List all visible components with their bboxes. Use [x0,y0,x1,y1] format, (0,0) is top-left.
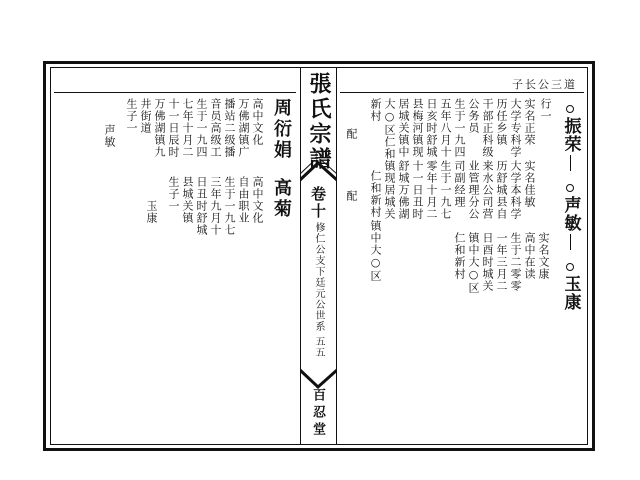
gen-circle-3 [566,263,574,271]
entry-col: 零年十月二 [425,160,438,220]
gen-dash-1 [570,155,571,171]
left-col-2: 高中文化 [251,176,264,224]
left-col-2: 县城关镇 [181,176,194,224]
entry-col: 五年八月十 [439,98,452,158]
entry-col: 日酉时城关 [481,232,494,292]
left-col-2: 日丑时舒城 [195,176,208,236]
entry-col: 历舒城县自 [495,160,508,220]
entry-col: 大学本科学 [509,160,522,220]
gen-name-2: 声敏 [560,196,581,232]
generation-chain [560,98,580,311]
left-col-2: 生子一 [167,176,180,212]
entry-col: 实名文康 [537,232,550,280]
entry-col: 居城关镇中 [397,98,410,158]
entry-col: 实名正荣 [523,98,536,146]
entry-col: 干部正科级 [481,98,494,158]
entry-col: 一年三月二 [495,232,508,292]
hall-name: 百忍堂 [310,388,325,439]
entry-col: 十一日丑时 [411,160,424,220]
left-col: 万佛湖镇广 [237,98,250,158]
person-name: 高菊 [271,178,292,220]
entry-col: 仁和新村 [453,232,466,280]
left-col: 七年十月二 [181,98,194,158]
genealogy-title: 張氏宗譜 [306,72,332,172]
branch-header: 子长公三道 [512,78,577,91]
entry-col: 大○区仁和 [383,98,396,160]
entry-col: 行一 [539,98,552,122]
entry-col: 生于一九七 [439,160,452,220]
entry-col: 历任乡镇 [495,98,508,146]
left-col: 生于一九四 [195,98,208,158]
gen-circle-1 [566,105,574,113]
entry-col: 生于二零零 [509,232,522,292]
left-col: 井街道 [139,98,152,134]
entry-col: 生于一九四 [453,98,466,158]
entry-col: 镇中大○区 [369,220,382,282]
entry-col: 业管理分公 [467,160,480,220]
entry-col: 司副经理 [453,160,466,208]
entry-col: 仁和新村 [369,170,382,218]
lineage-subtitle: 修仁公支下廷元公世系 五五 [313,222,324,359]
entry-col: 舒城万佛湖 [397,160,410,220]
entry-col: 来水公司营 [481,160,494,220]
spouse-label: 配 [345,190,358,202]
gen-name-3: 玉康 [560,275,581,311]
entry-col: 大学专科学 [509,98,522,158]
spouse-name-header: 周衍娟 [271,98,292,161]
left-col: 播站二级播 [223,98,236,158]
left-col: 万佛湖镇九 [153,98,166,158]
spine-chevron-top [300,160,337,182]
left-col-2: 三年九月十 [209,176,222,236]
left-col: 生子一 [125,98,138,134]
child-name: 声敏 [103,124,116,148]
spouse-label: 配 [345,128,358,140]
header-rule [340,92,584,93]
gen-dash-2 [570,234,571,250]
volume-number: 卷十 [309,186,327,220]
child-name: 玉康 [145,200,158,224]
left-col: 音员高级工 [209,98,222,158]
entry-col: 日亥时舒城 [425,98,438,158]
entry-col: 高中在读 [523,232,536,280]
left-col: 十一日辰时 [167,98,180,158]
left-col-2: 生于一九七 [223,176,236,236]
entry-col: 镇现居城关 [383,160,396,220]
gen-name-1: 振荣 [560,117,581,153]
entry-col: 公务员 [467,98,480,134]
gen-circle-2 [566,184,574,192]
left-col: 高中文化 [251,98,264,146]
entry-col: 县梅河镇现 [411,98,424,158]
entry-col: 新村 [369,98,382,122]
left-col-2: 自由职业 [237,176,250,224]
left-header-rule [54,92,296,93]
entry-col: 实名佳敏 [523,160,536,208]
spine-chevron-bottom [300,368,337,390]
entry-col: 镇中大○区 [467,232,480,294]
